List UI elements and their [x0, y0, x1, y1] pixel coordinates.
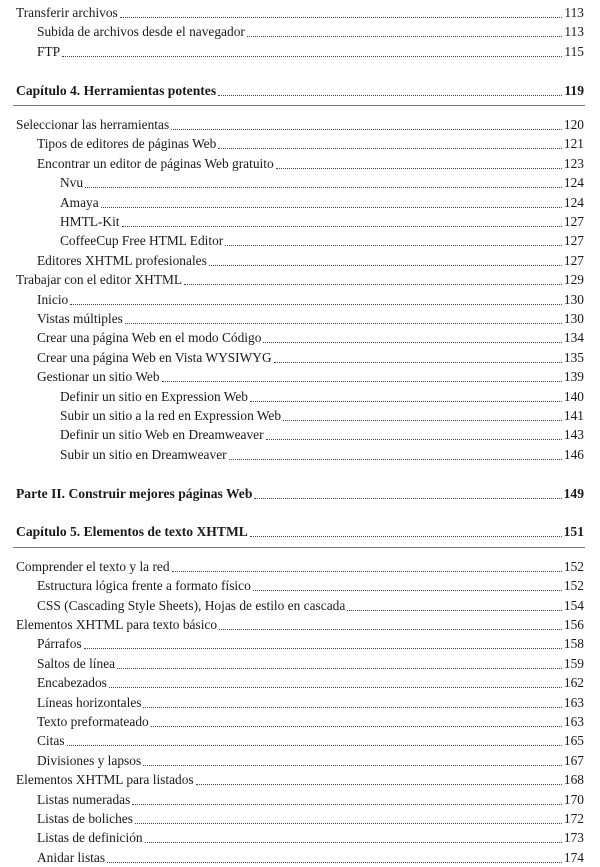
toc-entry [37, 672, 584, 691]
toc-page-number: 158 [563, 636, 584, 652]
toc-page-number: 152 [563, 558, 584, 574]
toc-page-number: 119 [564, 82, 584, 98]
toc-leader-dots [250, 536, 562, 537]
toc-entry-title: Parte II. Construir mejores páginas Web [16, 485, 253, 501]
toc-leader-dots [70, 304, 562, 305]
toc-page-number: 130 [563, 311, 584, 326]
toc-page-number: 140 [563, 388, 584, 404]
toc-entry [37, 750, 584, 769]
toc-entry [16, 269, 584, 288]
toc-entry [37, 366, 584, 385]
toc-leader-dots [225, 245, 562, 246]
toc-leader-dots [101, 207, 562, 208]
toc-page-number: 156 [563, 617, 584, 632]
toc-entry-title: FTP [37, 43, 61, 59]
toc-leader-dots [253, 590, 562, 591]
toc-entry-title: Saltos de línea [37, 655, 116, 671]
toc-entry-title: Crear una página Web en el modo Código [37, 330, 262, 346]
toc-leader-dots [171, 129, 562, 130]
toc-leader-dots [143, 765, 562, 766]
toc-entry [60, 444, 584, 463]
toc-entry-title: Listas de boliches [37, 811, 133, 826]
toc-leader-dots [209, 265, 562, 266]
toc-leader-dots [120, 17, 563, 18]
toc-entry [60, 424, 584, 443]
toc-entry [37, 575, 584, 594]
toc-entry-title: Transferir archivos [16, 5, 118, 20]
toc-entry [60, 172, 584, 191]
toc-entry-title: Encabezados [37, 675, 107, 691]
toc-page-number: 146 [563, 446, 584, 462]
toc-entry-title: Listas de definición [37, 830, 143, 846]
toc-page-number: 162 [563, 675, 584, 691]
toc-entry [37, 347, 584, 366]
section-rule [13, 547, 585, 548]
toc-leader-dots [218, 148, 562, 149]
toc-entry [37, 789, 584, 808]
toc-entry-title: Anidar listas [37, 849, 106, 865]
section-rule [13, 105, 585, 106]
toc-page-number: 152 [563, 578, 584, 594]
toc-leader-dots [85, 187, 562, 188]
toc-entry [16, 556, 584, 575]
toc-leader-dots [107, 862, 562, 863]
toc-leader-dots [135, 823, 562, 824]
toc-leader-dots [143, 707, 561, 708]
toc-page-number: 154 [563, 597, 584, 613]
toc-entry [60, 386, 584, 405]
toc-entry [16, 769, 584, 788]
toc-entry-title: Citas [37, 733, 65, 749]
toc-entry [37, 41, 584, 60]
toc-leader-dots [62, 56, 562, 57]
toc-page-number: 139 [563, 369, 584, 385]
toc-page-number: 124 [563, 194, 584, 210]
toc-page-number: 113 [564, 5, 584, 20]
toc-entry-title: Subir un sitio a la red en Expression Web [60, 408, 282, 423]
toc-entry-title: Gestionar un sitio Web [37, 369, 160, 385]
toc-leader-dots [218, 95, 562, 96]
toc-entry-title: CoffeeCup Free HTML Editor [60, 233, 224, 249]
toc-page-number: 123 [563, 155, 584, 171]
toc-page-number: 163 [563, 694, 584, 710]
toc-entry-title: Trabajar con el editor XHTML [16, 272, 183, 288]
toc-entry-title: HMTL-Kit [60, 214, 120, 229]
toc-entry [37, 847, 584, 866]
toc-entry [37, 808, 584, 827]
toc-entry [37, 595, 584, 614]
toc-entry [37, 327, 584, 346]
toc-heading [16, 80, 584, 99]
toc-entry [60, 192, 584, 211]
toc-page-number: 143 [563, 427, 584, 443]
toc-leader-dots [162, 381, 562, 382]
toc-page-number: 151 [563, 524, 584, 540]
toc-leader-dots [125, 323, 562, 324]
toc-entry-title: Tipos de editores de páginas Web [37, 136, 217, 152]
toc-page-number: 168 [563, 772, 584, 788]
toc-entry-title: Estructura lógica frente a formato físico [37, 578, 251, 594]
toc-leader-dots [184, 284, 562, 285]
toc-entry [37, 730, 584, 749]
toc-entry-title: Elementos XHTML para texto básico [16, 617, 218, 632]
toc-entry [37, 289, 584, 308]
toc-leader-dots [122, 226, 562, 227]
toc-page-number: 134 [563, 330, 584, 346]
toc-entry-title: Líneas horizontales [37, 694, 142, 710]
toc-entry [37, 153, 584, 172]
toc-entry-title: Comprender el texto y la red [16, 558, 170, 574]
toc-entry-title: Capítulo 4. Herramientas potentes [16, 82, 217, 98]
toc-entry [37, 692, 584, 711]
toc-page-number: 174 [563, 849, 584, 865]
toc-leader-dots [250, 401, 562, 402]
toc-entry-title: Vistas múltiples [37, 311, 123, 326]
toc-entry-title: Encontrar un editor de páginas Web gratuito [37, 155, 274, 171]
toc-page-number: 141 [563, 408, 584, 423]
toc-entry-title: Definir un sitio Web en Dreamweaver [60, 427, 264, 443]
toc-entry-title: Texto preformateado [37, 714, 149, 729]
toc-page-number: 170 [563, 791, 584, 807]
toc-entry-title: Subida de archivos desde el navegador [37, 24, 245, 40]
toc-entry-title: Seleccionar las herramientas [16, 117, 170, 132]
toc-leader-dots [145, 842, 562, 843]
toc-entry-title: Crear una página Web en Vista WYSIWYG [37, 349, 272, 365]
toc-entry [37, 827, 584, 846]
toc-entry-title: Listas numeradas [37, 791, 131, 807]
toc-leader-dots [117, 668, 562, 669]
toc-heading [16, 483, 584, 502]
toc-entry [16, 614, 584, 633]
toc-page-number: 129 [563, 272, 584, 288]
toc-entry-title: CSS (Cascading Style Sheets), Hojas de estilo en cascada [37, 597, 346, 613]
toc-entry [60, 230, 584, 249]
toc-entry-title: Subir un sitio en Dreamweaver [60, 446, 227, 462]
toc-entry [16, 114, 584, 133]
toc-entry-title: Capítulo 5. Elementos de texto XHTML [16, 524, 248, 540]
toc-leader-dots [67, 745, 562, 746]
toc-page-number: 121 [563, 136, 584, 152]
toc-leader-dots [263, 342, 562, 343]
toc-page-number: 163 [563, 714, 584, 729]
toc-leader-dots [151, 726, 562, 727]
toc-entry-title: Nvu [60, 175, 84, 191]
toc-leader-dots [109, 687, 562, 688]
toc-page-number: 127 [563, 233, 584, 249]
toc-page-number: 127 [563, 252, 584, 268]
toc-heading [16, 521, 584, 540]
toc-leader-dots [266, 439, 562, 440]
toc-entry [37, 711, 584, 730]
toc-page-number: 127 [563, 214, 584, 229]
toc-page-number: 124 [563, 175, 584, 191]
toc-leader-dots [229, 459, 562, 460]
toc-entry-title: Inicio [37, 291, 69, 307]
toc-page-number: 149 [563, 485, 584, 501]
toc-page-number: 165 [563, 733, 584, 749]
toc-page-number: 167 [563, 752, 584, 768]
toc-entry [37, 308, 584, 327]
toc-leader-dots [247, 36, 563, 37]
toc-leader-dots [274, 362, 562, 363]
toc-entry-title: Amaya [60, 194, 99, 210]
toc-page-number: 172 [563, 811, 584, 826]
toc-page-number: 120 [563, 117, 584, 132]
toc-entry-title: Párrafos [37, 636, 82, 652]
toc-page-number: 130 [563, 291, 584, 307]
toc-entry [60, 405, 584, 424]
toc-leader-dots [276, 168, 562, 169]
toc-leader-dots [283, 420, 562, 421]
toc-entry-title: Elementos XHTML para listados [16, 772, 194, 788]
toc-leader-dots [347, 610, 562, 611]
toc-entry-title: Editores XHTML profesionales [37, 252, 207, 268]
toc-page-number: 135 [563, 349, 584, 365]
toc-leader-dots [254, 498, 561, 499]
toc-entry [37, 653, 584, 672]
toc-leader-dots [219, 629, 562, 630]
toc-entry [16, 2, 584, 21]
toc-page-number: 159 [563, 655, 584, 671]
toc-page-number: 173 [563, 830, 584, 846]
toc-entry [37, 133, 584, 152]
toc-entry-title: Divisiones y lapsos [37, 752, 142, 768]
toc-page-number: 113 [564, 24, 584, 40]
toc-page-number: 115 [564, 43, 584, 59]
toc-leader-dots [196, 784, 562, 785]
toc-leader-dots [84, 648, 562, 649]
toc-entry [60, 211, 584, 230]
toc-entry [37, 21, 584, 40]
toc-entry [37, 250, 584, 269]
toc-entry-title: Definir un sitio en Expression Web [60, 388, 248, 404]
toc-entry [37, 633, 584, 652]
toc-leader-dots [172, 571, 562, 572]
toc-leader-dots [132, 804, 562, 805]
